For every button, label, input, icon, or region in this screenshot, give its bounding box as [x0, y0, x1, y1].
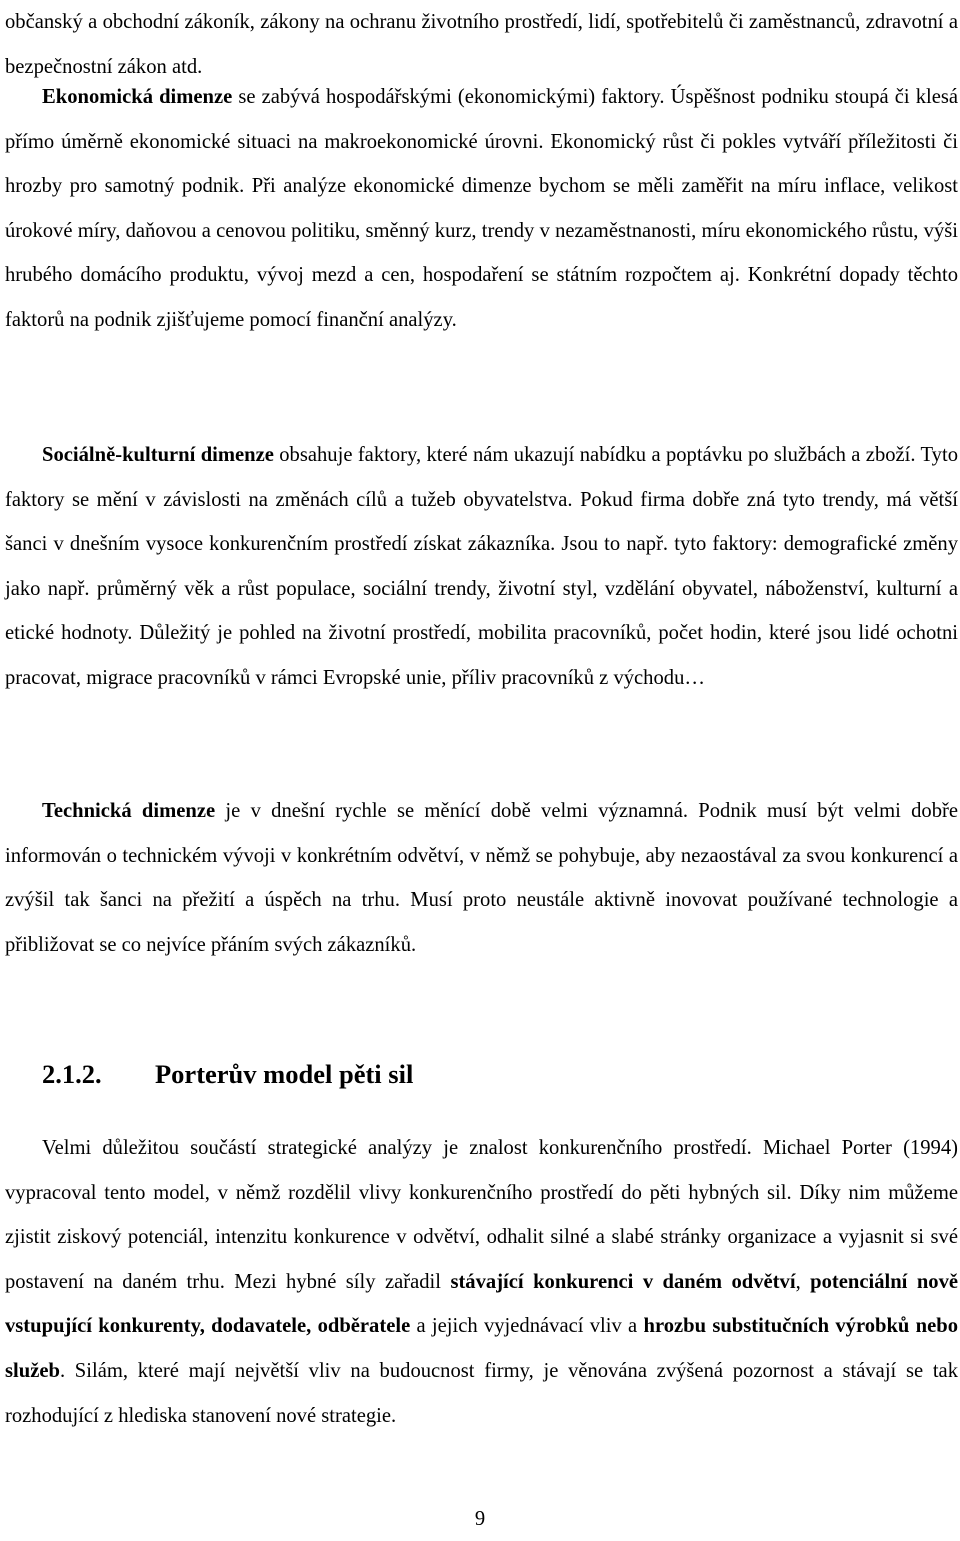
paragraph-text: je v dnešní rychle se měnící době velmi významná. Podnik musí být velmi dobře informován o technickém vývoji v konkrétním odvětví, v němž se pohybuje, aby nezaostával za svou konkurencí a zvýšil tak šanci na přežití a úspěch na trhu. Musí proto neustále aktivně inovovat používané technologie a přibližovat se co nejvíce přáním svých zákazníků.	[5, 800, 958, 956]
paragraph-economic-dimension	[5, 75, 958, 343]
paragraph-text: občanský a obchodní zákoník, zákony na ochranu životního prostředí, lidí, spotřebitelů či zaměstnanců, zdravotní a bezpečnostní zákon atd.	[5, 11, 958, 78]
paragraph-text: obsahuje faktory, které nám ukazují nabídku a poptávku po službách a zboží. Tyto faktory se mění v závislosti na změnách cílů a tužeb obyvatelstva. Pokud firma dobře zná tyto trendy, má větší šanci v dnešním vysoce konkurenčním prostředí získat zákazníka. Jsou to např. tyto faktory: demografické změny jako např. průměrný věk a růst populace, sociální trendy, životní styl, vzdělání obyvatel, náboženství, kulturní a etické hodnoty. Důležitý je pohled na životní prostředí, mobilita pracovníků, počet hodin, které jsou lidé ochotni pracovat, migrace pracovníků v rámci Evropské unie, příliv pracovníků z východu…	[5, 444, 958, 689]
bold-term: Sociálně-kulturní dimenze	[42, 444, 274, 466]
section-heading	[42, 1052, 642, 1096]
section-number: 2.1.2.	[42, 1059, 102, 1089]
page-number: 9	[474, 1508, 486, 1530]
paragraph-text: a jejich vyjednávací vliv a	[410, 1315, 644, 1338]
bold-term: Ekonomická dimenze	[42, 86, 233, 108]
bold-term: potenciální nově vstupující konkurenty, dodavatele, odběratele	[5, 1270, 959, 1338]
paragraph-text: . Silám, které mají největší vliv na budoucnost firmy, je věnována zvýšená pozornost a stávají se tak rozhodující z hlediska stanovení nové strategie.	[5, 1359, 958, 1427]
paragraph-text: se zabývá hospodářskými (ekonomickými) faktory. Úspěšnost podniku stoupá či klesá přímo úměrně ekonomické situaci na makroekonomické úrovni. Ekonomický růst či pokles vytváří příležitosti či hrozby pro samotný podnik. Při analýze ekonomické dimenze bychom se měli zaměřit na míru inflace, velikost úrokové míry, daňovou a cenovou politiku, směnný kurz, trendy v nezaměstnanosti, míru ekonomického růstu, výši hrubého domácího produktu, vývoj mezd a cen, hospodaření se státním rozpočtem aj. Konkrétní dopady těchto faktorů na podnik zjišťujeme pomocí finanční analýzy.	[5, 86, 959, 331]
section-title: Porterův model pěti sil	[155, 1059, 414, 1089]
paragraph-porter-model	[5, 1126, 958, 1438]
separator-text: ,	[795, 1270, 811, 1293]
paragraph-sociocultural-dimension	[5, 433, 958, 701]
bold-term: hrozbu substitučních výrobků nebo služeb	[5, 1315, 958, 1382]
bold-term: stávající konkurenci v daném odvětví	[450, 1270, 796, 1293]
paragraph-text: Velmi důležitou součástí strategické analýzy je znalost konkurenčního prostředí. Michael Porter (1994) vypracoval tento model, v němž rozdělil vlivy konkurenčního prostředí do pěti hybných sil. Díky nim můžeme zjistit ziskový potenciál, intenzitu konkurence v odvětví, odhalit silné a slabé stránky organizace a vyjasnit si své postavení na daném trhu. Mezi hybné síly zařadil	[5, 1137, 958, 1293]
paragraph-technical-dimension	[5, 789, 958, 967]
bold-term: Technická dimenze	[42, 800, 216, 822]
